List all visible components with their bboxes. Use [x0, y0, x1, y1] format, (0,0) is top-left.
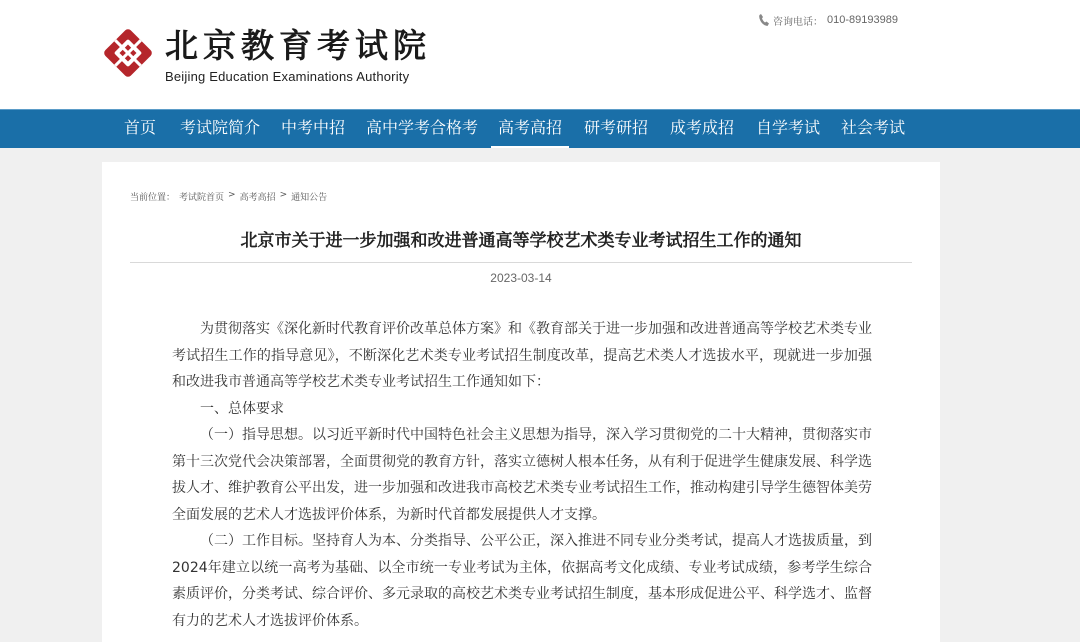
logo-english-name: Beijing Education Examinations Authority	[165, 69, 410, 84]
logo-chinese-name: 北京教育考试院	[165, 26, 431, 65]
hotline-number: 010-89193989	[827, 14, 898, 26]
main-nav	[0, 109, 1080, 148]
breadcrumb-prefix: 当前位置：	[130, 193, 176, 203]
hotline-label: 咨询电话：	[773, 16, 823, 28]
nav-item-shehui[interactable]: 社会考试	[841, 118, 906, 137]
nav-item-gaokao[interactable]: 高考高招	[491, 110, 569, 148]
nav-item-xuekao[interactable]: 高中学考合格考	[366, 118, 479, 137]
article-body	[172, 316, 872, 634]
hotline	[758, 11, 898, 29]
site-logo[interactable]	[101, 26, 441, 92]
article-title: 北京市关于进一步加强和改进普通高等学校艺术类专业考试招生工作的通知	[240, 231, 802, 251]
nav-item-home[interactable]: 首页	[124, 118, 157, 137]
breadcrumb-link-notices[interactable]: 通知公告	[291, 193, 328, 203]
breadcrumb-separator: >	[228, 190, 236, 200]
breadcrumb	[130, 190, 327, 203]
breadcrumb-link-home[interactable]: 考试院首页	[179, 193, 225, 203]
article-paragraph: （一）指导思想。以习近平新时代中国特色社会主义思想为指导，深入学习贯彻党的二十大精神，贯彻落实市第十三次党代会决策部署，全面贯彻党的教育方针，落实立德树人根本任务，从有利于促进学生健康发展、科学选拔人才、维护教育公平出发，进一步加强和改进我市高校艺术类专业考试招生工作，推动构建引导学生德智体美劳全面发展的艺术人才选拔评价体系，为新时代首都发展提供人才支撑。	[172, 427, 872, 523]
article-panel	[102, 162, 940, 642]
article-paragraph: （二）工作目标。坚持育人为本、分类指导、公平公正，深入推进不同专业分类考试，提高人才选拔质量，到2024年建立以统一高考为基础、以全市统一专业考试为主体，依据高考文化成绩、专业考试成绩，参考学生综合素质评价，分类考试、综合评价、多元录取的高校艺术类专业考试招生制度，基本形成促进公平、科学选才、监督有力的艺术人才选拔评价体系。	[172, 533, 872, 629]
article-date: 2023-03-14	[490, 271, 552, 285]
article-section-heading: 一、总体要求	[200, 400, 284, 417]
breadcrumb-link-gaokao[interactable]: 高考高招	[239, 193, 276, 203]
title-divider	[130, 262, 912, 263]
phone-icon	[758, 13, 770, 27]
nav-item-about[interactable]: 考试院简介	[180, 118, 261, 137]
site-header	[0, 0, 1080, 109]
nav-item-yankao[interactable]: 研考研招	[584, 118, 649, 137]
logo-emblem-icon	[101, 26, 155, 80]
breadcrumb-separator: >	[279, 190, 288, 200]
nav-item-zhongkao[interactable]: 中考中招	[281, 118, 346, 137]
nav-item-zikao[interactable]: 自学考试	[756, 118, 821, 137]
article-paragraph: 为贯彻落实《深化新时代教育评价改革总体方案》和《教育部关于进一步加强和改进普通高等学校艺术类专业考试招生工作的指导意见》，不断深化艺术类专业考试招生制度改革，提高艺术类人才选拔水平，现就进一步加强和改进我市普通高等学校艺术类专业考试招生工作通知如下：	[172, 321, 872, 390]
nav-item-chengkao[interactable]: 成考成招	[670, 118, 735, 137]
